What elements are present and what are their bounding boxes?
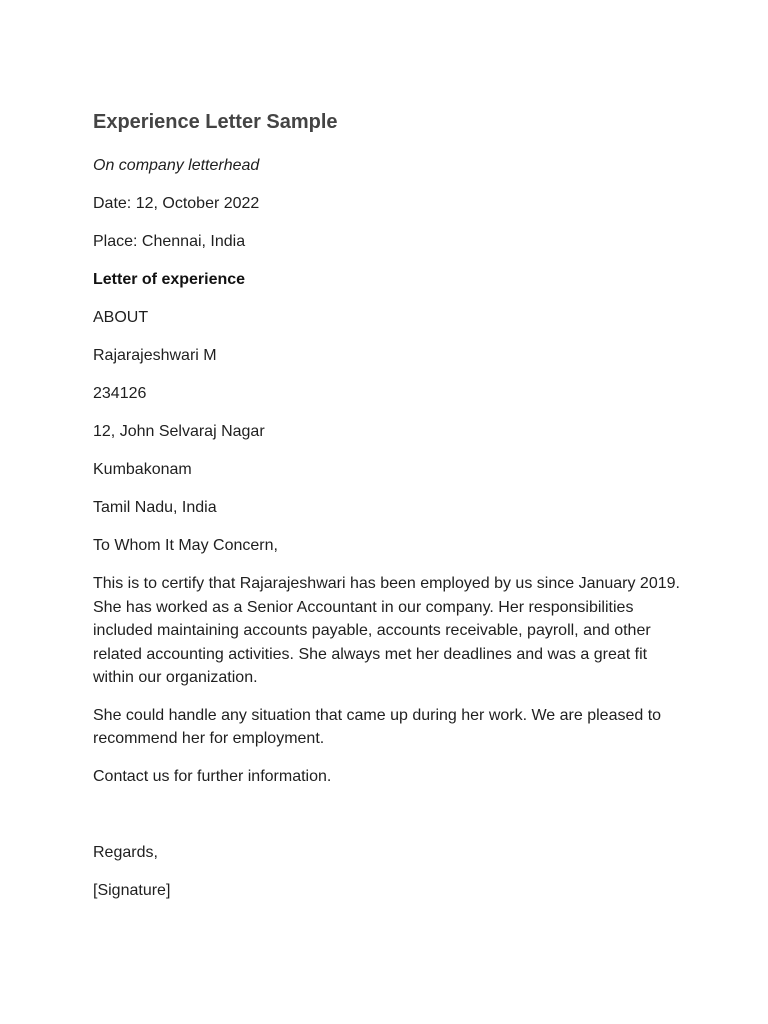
employee-name: Rajarajeshwari M — [93, 347, 217, 364]
closing-spacer — [93, 803, 683, 841]
contact-line: Contact us for further information. — [93, 767, 332, 785]
employee-id: 234126 — [93, 385, 147, 402]
letter-page — [93, 108, 683, 917]
document-title: Experience Letter Sample — [93, 111, 338, 133]
address-state: Tamil Nadu, India — [93, 499, 217, 516]
body-paragraph-1: This is to certify that Rajarajeshwari has been employed by us since January 2019. She has worked as a Senior Accountant in our company. Her responsibilities included maintaining accounts payable, accounts receivable, payroll, and other related accounting activities. She always met her deadlines and was a great fit within our organization. — [93, 575, 680, 686]
about-label: ABOUT — [93, 309, 149, 326]
letter-subject: Letter of experience — [93, 271, 246, 288]
address-city: Kumbakonam — [93, 461, 192, 478]
closing: Regards, — [93, 843, 158, 861]
signature-placeholder: [Signature] — [93, 881, 171, 899]
letter-date: Date: 12, October 2022 — [93, 195, 260, 212]
salutation: To Whom It May Concern, — [93, 537, 278, 554]
letterhead-note: On company letterhead — [93, 157, 260, 174]
letter-place: Place: Chennai, India — [93, 233, 246, 250]
address-line-1: 12, John Selvaraj Nagar — [93, 423, 265, 440]
body-paragraph-2: She could handle any situation that came up during her work. We are pleased to recommend her for employment. — [93, 706, 662, 747]
